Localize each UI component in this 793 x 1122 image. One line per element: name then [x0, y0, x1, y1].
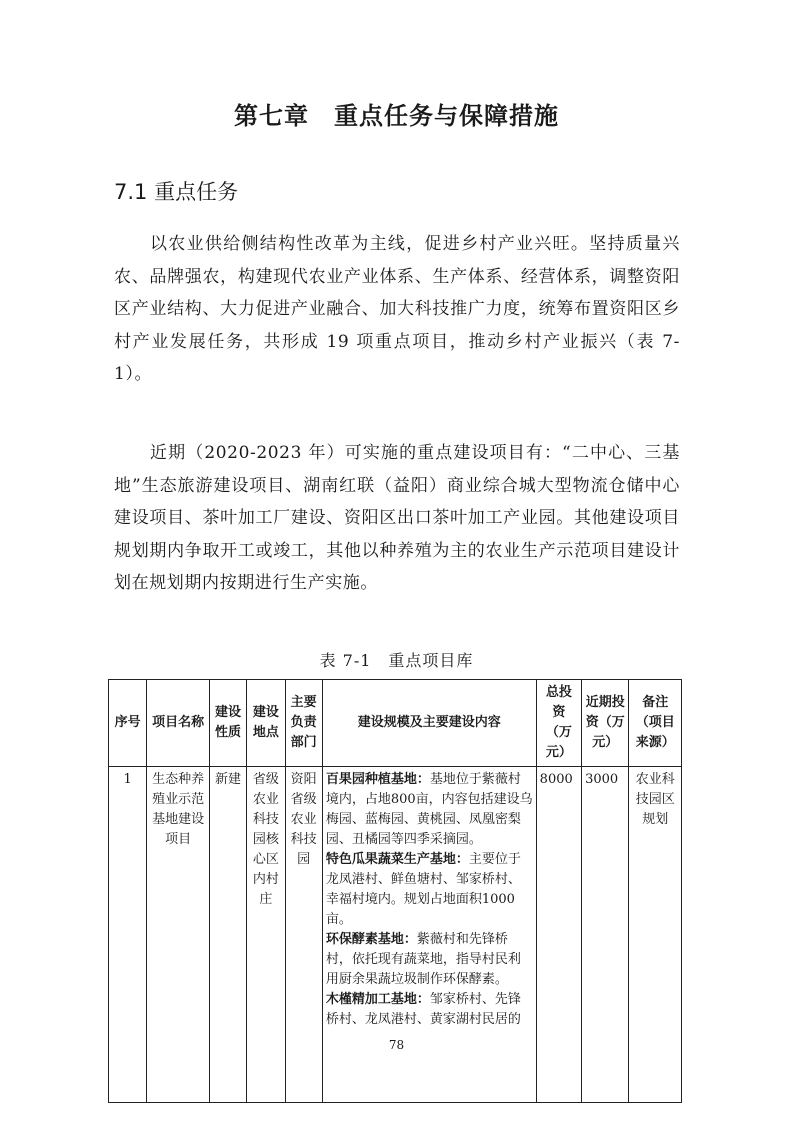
section-title: 7.1 重点任务 — [114, 180, 239, 204]
header-seq: 序号 — [109, 680, 147, 767]
header-near-investment: 近期投资（万元） — [582, 680, 629, 767]
header-nature: 建设性质 — [209, 680, 246, 767]
content-segment — [326, 990, 533, 1030]
table-header-row — [109, 680, 682, 767]
cell-content — [322, 767, 536, 1103]
header-project-name: 项目名称 — [147, 680, 210, 767]
segment-text: 基地位于紫薇村境内，占地800亩，内容包括建设乌梅园、蓝梅园、黄桃园、凤凰密梨园、丑橘园等四季采摘园。 — [325, 772, 533, 847]
header-remark: 备注（项目来源） — [629, 680, 682, 767]
cell-department: 资阳省级农业科技园 — [285, 767, 322, 1103]
cell-seq: 1 — [109, 767, 147, 1103]
paragraph-2: 近期（2020-2023 年）可实施的重点建设项目有：“二中心、三基地”生态旅游建设项目、湖南红联（益阳）商业综合城大型物流仓储中心建设项目、茶叶加工厂建设、资阳区出口茶叶加工产业园。其他建设项目规划期内争取开工或竣工，其他以种养殖为主的农业生产示范项目建设计划在规划期内按期进行生产实施。 — [114, 443, 680, 593]
header-investment: 总投资（万元） — [536, 680, 581, 767]
table-row — [109, 767, 682, 1103]
segment-title: 百果园种植基地： — [325, 772, 430, 787]
segment-title: 特色瓜果蔬菜生产基地： — [325, 852, 469, 867]
header-location: 建设地点 — [247, 680, 285, 767]
segment-title: 木槿精加工基地： — [325, 992, 430, 1007]
segment-text: 主要位于龙凤港村、鲜鱼塘村、邹家桥村、幸福村境内。规划占地面积1000亩。 — [325, 852, 521, 927]
content-segment — [326, 770, 533, 850]
chapter-title: 第七章 重点任务与保障措施 — [234, 102, 559, 130]
content-segment — [326, 930, 533, 990]
content-segment — [326, 850, 533, 930]
segment-text: 紫薇村和先锋桥村，依托现有蔬菜地，指导村民利用厨余果蔬垃圾制作环保酵素。 — [325, 932, 521, 987]
table-caption: 表 7-1 重点项目库 — [319, 651, 474, 670]
cell-location: 省级农业科技园核心区内村庄 — [247, 767, 285, 1103]
cell-near-investment: 3000 — [582, 767, 629, 1103]
header-content: 建设规模及主要建设内容 — [322, 680, 536, 767]
cell-investment: 8000 — [536, 767, 581, 1103]
cell-project-name: 生态种养殖业示范基地建设项目 — [147, 767, 210, 1103]
paragraph-1: 以农业供给侧结构性改革为主线，促进乡村产业兴旺。坚持质量兴农、品牌强农，构建现代农业产业体系、生产体系、经营体系，调整资阳区产业结构、大力促进产业融合、加大科技推广力度，统筹布置资阳区乡村产业发展任务，共形成 19 项重点项目，推动乡村产业振兴（表 7-1）。 — [114, 234, 680, 384]
header-department: 主要负责部门 — [285, 680, 322, 767]
page-number: 78 — [388, 1038, 405, 1052]
cell-remark: 农业科技园区规划 — [629, 767, 682, 1103]
segment-title: 环保酵素基地： — [325, 932, 417, 947]
segment-text: 邹家桥村、先锋桥村、龙凤港村、黄家湖村民居的 — [325, 992, 521, 1027]
cell-nature: 新建 — [209, 767, 246, 1103]
